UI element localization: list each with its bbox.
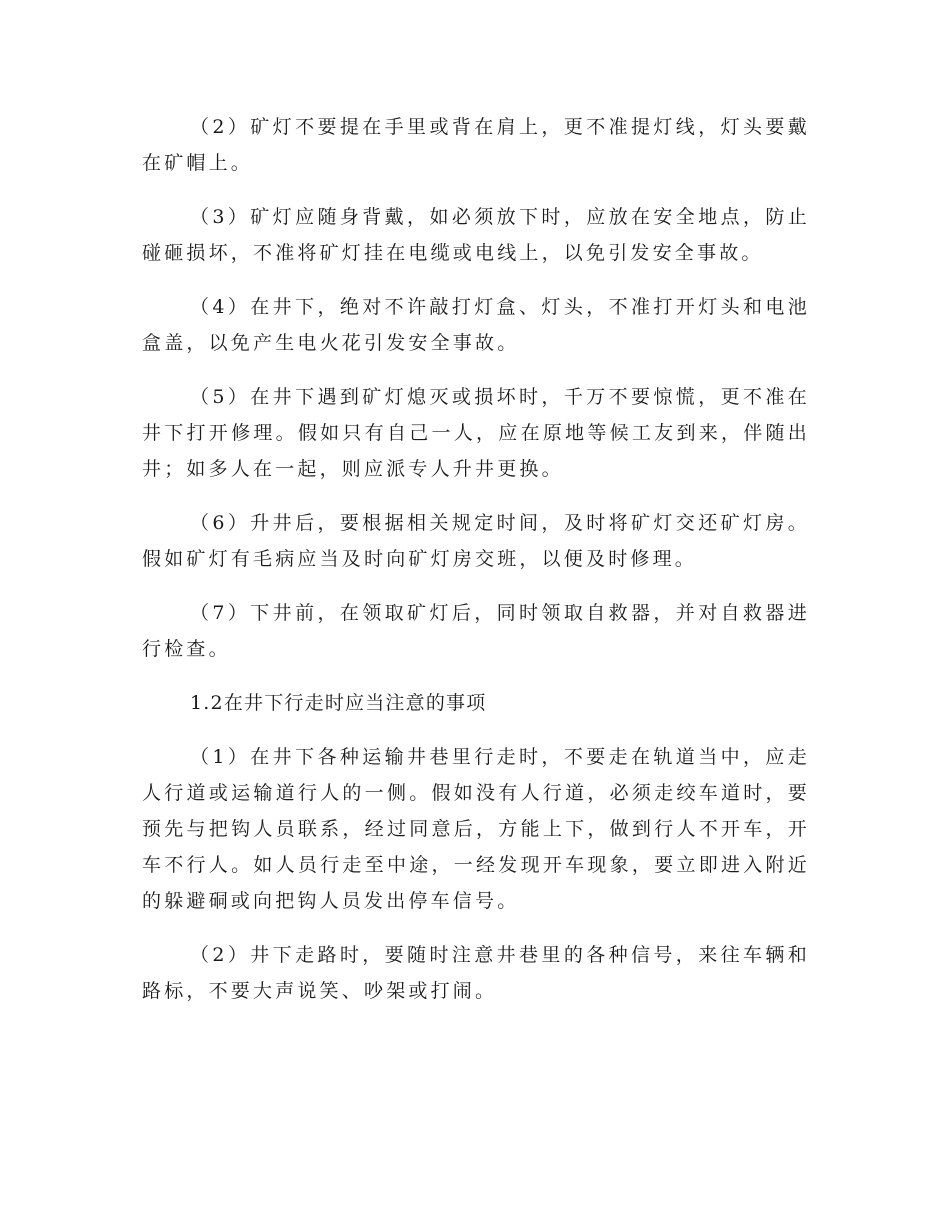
paragraph-lamp-placement: （3）矿灯应随身背戴，如必须放下时，应放在安全地点，防止碰砸损坏，不准将矿灯挂在电缆或电线上，以免引发安全事故。	[142, 206, 810, 264]
paragraph-lamp-carry: （2）矿灯不要提在手里或背在肩上，更不准提灯线，灯头要戴在矿帽上。	[142, 116, 810, 174]
paragraph-lamp-failure: （5）在井下遇到矿灯熄灭或损坏时，千万不要惊慌，更不准在井下打开修理。假如只有自己一人，应在原地等候工友到来，伴随出井；如多人在一起，则应派专人升井更换。	[142, 386, 810, 480]
paragraph-walking-signals: （2）井下走路时，要随时注意井巷里的各种信号，来往车辆和路标，不要大声说笑、吵架或打闹。	[142, 944, 810, 1002]
paragraph-lamp-return: （6）升井后，要根据相关规定时间，及时将矿灯交还矿灯房。假如矿灯有毛病应当及时向矿灯房交班，以便及时修理。	[142, 512, 810, 570]
paragraph-self-rescuer: （7）下井前，在领取矿灯后，同时领取自救器，并对自救器进行检查。	[142, 602, 810, 660]
paragraph-lamp-no-tamper: （4）在井下，绝对不许敲打灯盒、灯头，不准打开灯头和电池盒盖，以免产生电火花引发安全事故。	[142, 296, 810, 354]
section-heading: 1.2在井下行走时应当注意的事项	[190, 692, 487, 714]
paragraph-walking-roadway: （1）在井下各种运输井巷里行走时，不要走在轨道当中，应走人行道或运输道行人的一侧。假如没有人行道，必须走绞车道时，要预先与把钩人员联系，经过同意后，方能上下，做到行人不开车，开车不行人。如人员行走至中途，一经发现开车现象，要立即进入附近的躲避硐或向把钩人员发出停车信号。	[142, 746, 810, 912]
document-body	[142, 109, 810, 1027]
